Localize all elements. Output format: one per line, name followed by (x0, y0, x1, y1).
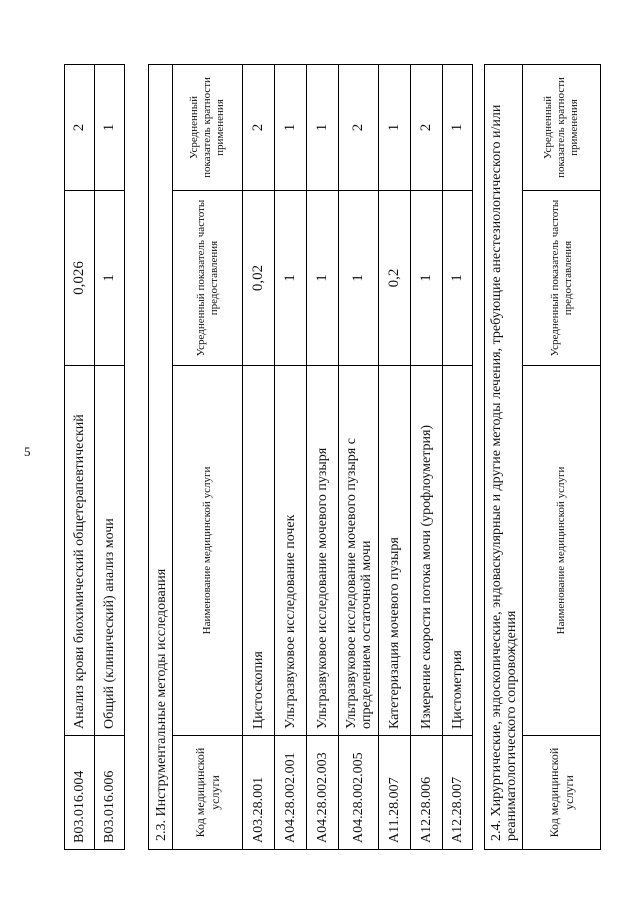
service-name: Ультразвуковое исследование почек (275, 366, 307, 736)
header-frequency: Усредненный показатель частоты предоставления (523, 191, 601, 366)
multiplicity-value: 1 (379, 64, 411, 190)
multiplicity-value: 1 (443, 64, 473, 190)
table-row (379, 64, 411, 849)
header-name: Наименование медицинской услуги (523, 366, 601, 736)
header-code: Код медицинской услуги (173, 736, 243, 850)
multiplicity-value: 1 (307, 64, 339, 190)
service-code: A12.28.006 (411, 736, 443, 850)
service-code: A04.28.002.005 (339, 736, 379, 850)
multiplicity-value: 1 (275, 64, 307, 190)
service-code: B03.016.006 (95, 736, 125, 850)
service-name: Цистометрия (443, 366, 473, 736)
table-row (411, 64, 443, 849)
table-continuation (64, 64, 125, 850)
table-row (339, 64, 379, 849)
service-name: Цистоскопия (243, 366, 275, 736)
header-name: Наименование медицинской услуги (173, 366, 243, 736)
table-row (95, 65, 125, 850)
section-title: 2.3. Инструментальные методы исследования (149, 64, 173, 849)
service-code: A04.28.002.003 (307, 736, 339, 850)
frequency-value: 1 (339, 191, 379, 366)
header-code: Код медицинской услуги (523, 736, 601, 850)
service-code: A03.28.001 (243, 736, 275, 850)
section-title: 2.4. Хирургические, эндоскопические, эндоваскулярные и другие методы лечения, требующие анестезиологического и/или реаниматологического сопровождения (485, 65, 523, 850)
table-header-row (173, 64, 243, 849)
frequency-value: 1 (95, 191, 125, 366)
service-name: Анализ крови биохимический общетерапевтический (65, 366, 95, 736)
header-frequency: Усредненный показатель частоты предоставления (173, 191, 243, 366)
table-header-row (523, 65, 601, 850)
service-name: Ультразвуковое исследование мочевого пузыря с определением остаточной мочи (339, 366, 379, 736)
frequency-value: 0,2 (379, 191, 411, 366)
table-row (65, 65, 95, 850)
service-code: B03.016.004 (65, 736, 95, 850)
table-row (275, 64, 307, 849)
service-code: A04.28.002.001 (275, 736, 307, 850)
table-row (243, 64, 275, 849)
frequency-value: 1 (443, 191, 473, 366)
frequency-value: 0,026 (65, 191, 95, 366)
service-name: Катетеризация мочевого пузыря (379, 366, 411, 736)
page-number: 5 (24, 444, 31, 459)
multiplicity-value: 2 (339, 64, 379, 190)
multiplicity-value: 2 (411, 64, 443, 190)
service-name: Ультразвуковое исследование мочевого пузыря (307, 366, 339, 736)
frequency-value: 0,02 (243, 191, 275, 366)
header-multiplicity: Усредненный показатель кратности применения (523, 65, 601, 191)
header-multiplicity: Усредненный показатель кратности применения (173, 64, 243, 190)
service-code: A11.28.007 (379, 736, 411, 850)
service-name: Общий (клинический) анализ мочи (95, 366, 125, 736)
table-row (443, 64, 473, 849)
service-code: A12.28.007 (443, 736, 473, 850)
table-row (307, 64, 339, 849)
service-name: Измерение скорости потока мочи (урофлоуметрия) (411, 366, 443, 736)
multiplicity-value: 2 (65, 65, 95, 191)
table-surgical-methods (484, 64, 601, 850)
table-instrumental-methods (148, 64, 473, 850)
rotated-page-content (64, 65, 614, 850)
multiplicity-value: 1 (95, 65, 125, 191)
frequency-value: 1 (275, 191, 307, 366)
multiplicity-value: 2 (243, 64, 275, 190)
frequency-value: 1 (307, 191, 339, 366)
frequency-value: 1 (411, 191, 443, 366)
